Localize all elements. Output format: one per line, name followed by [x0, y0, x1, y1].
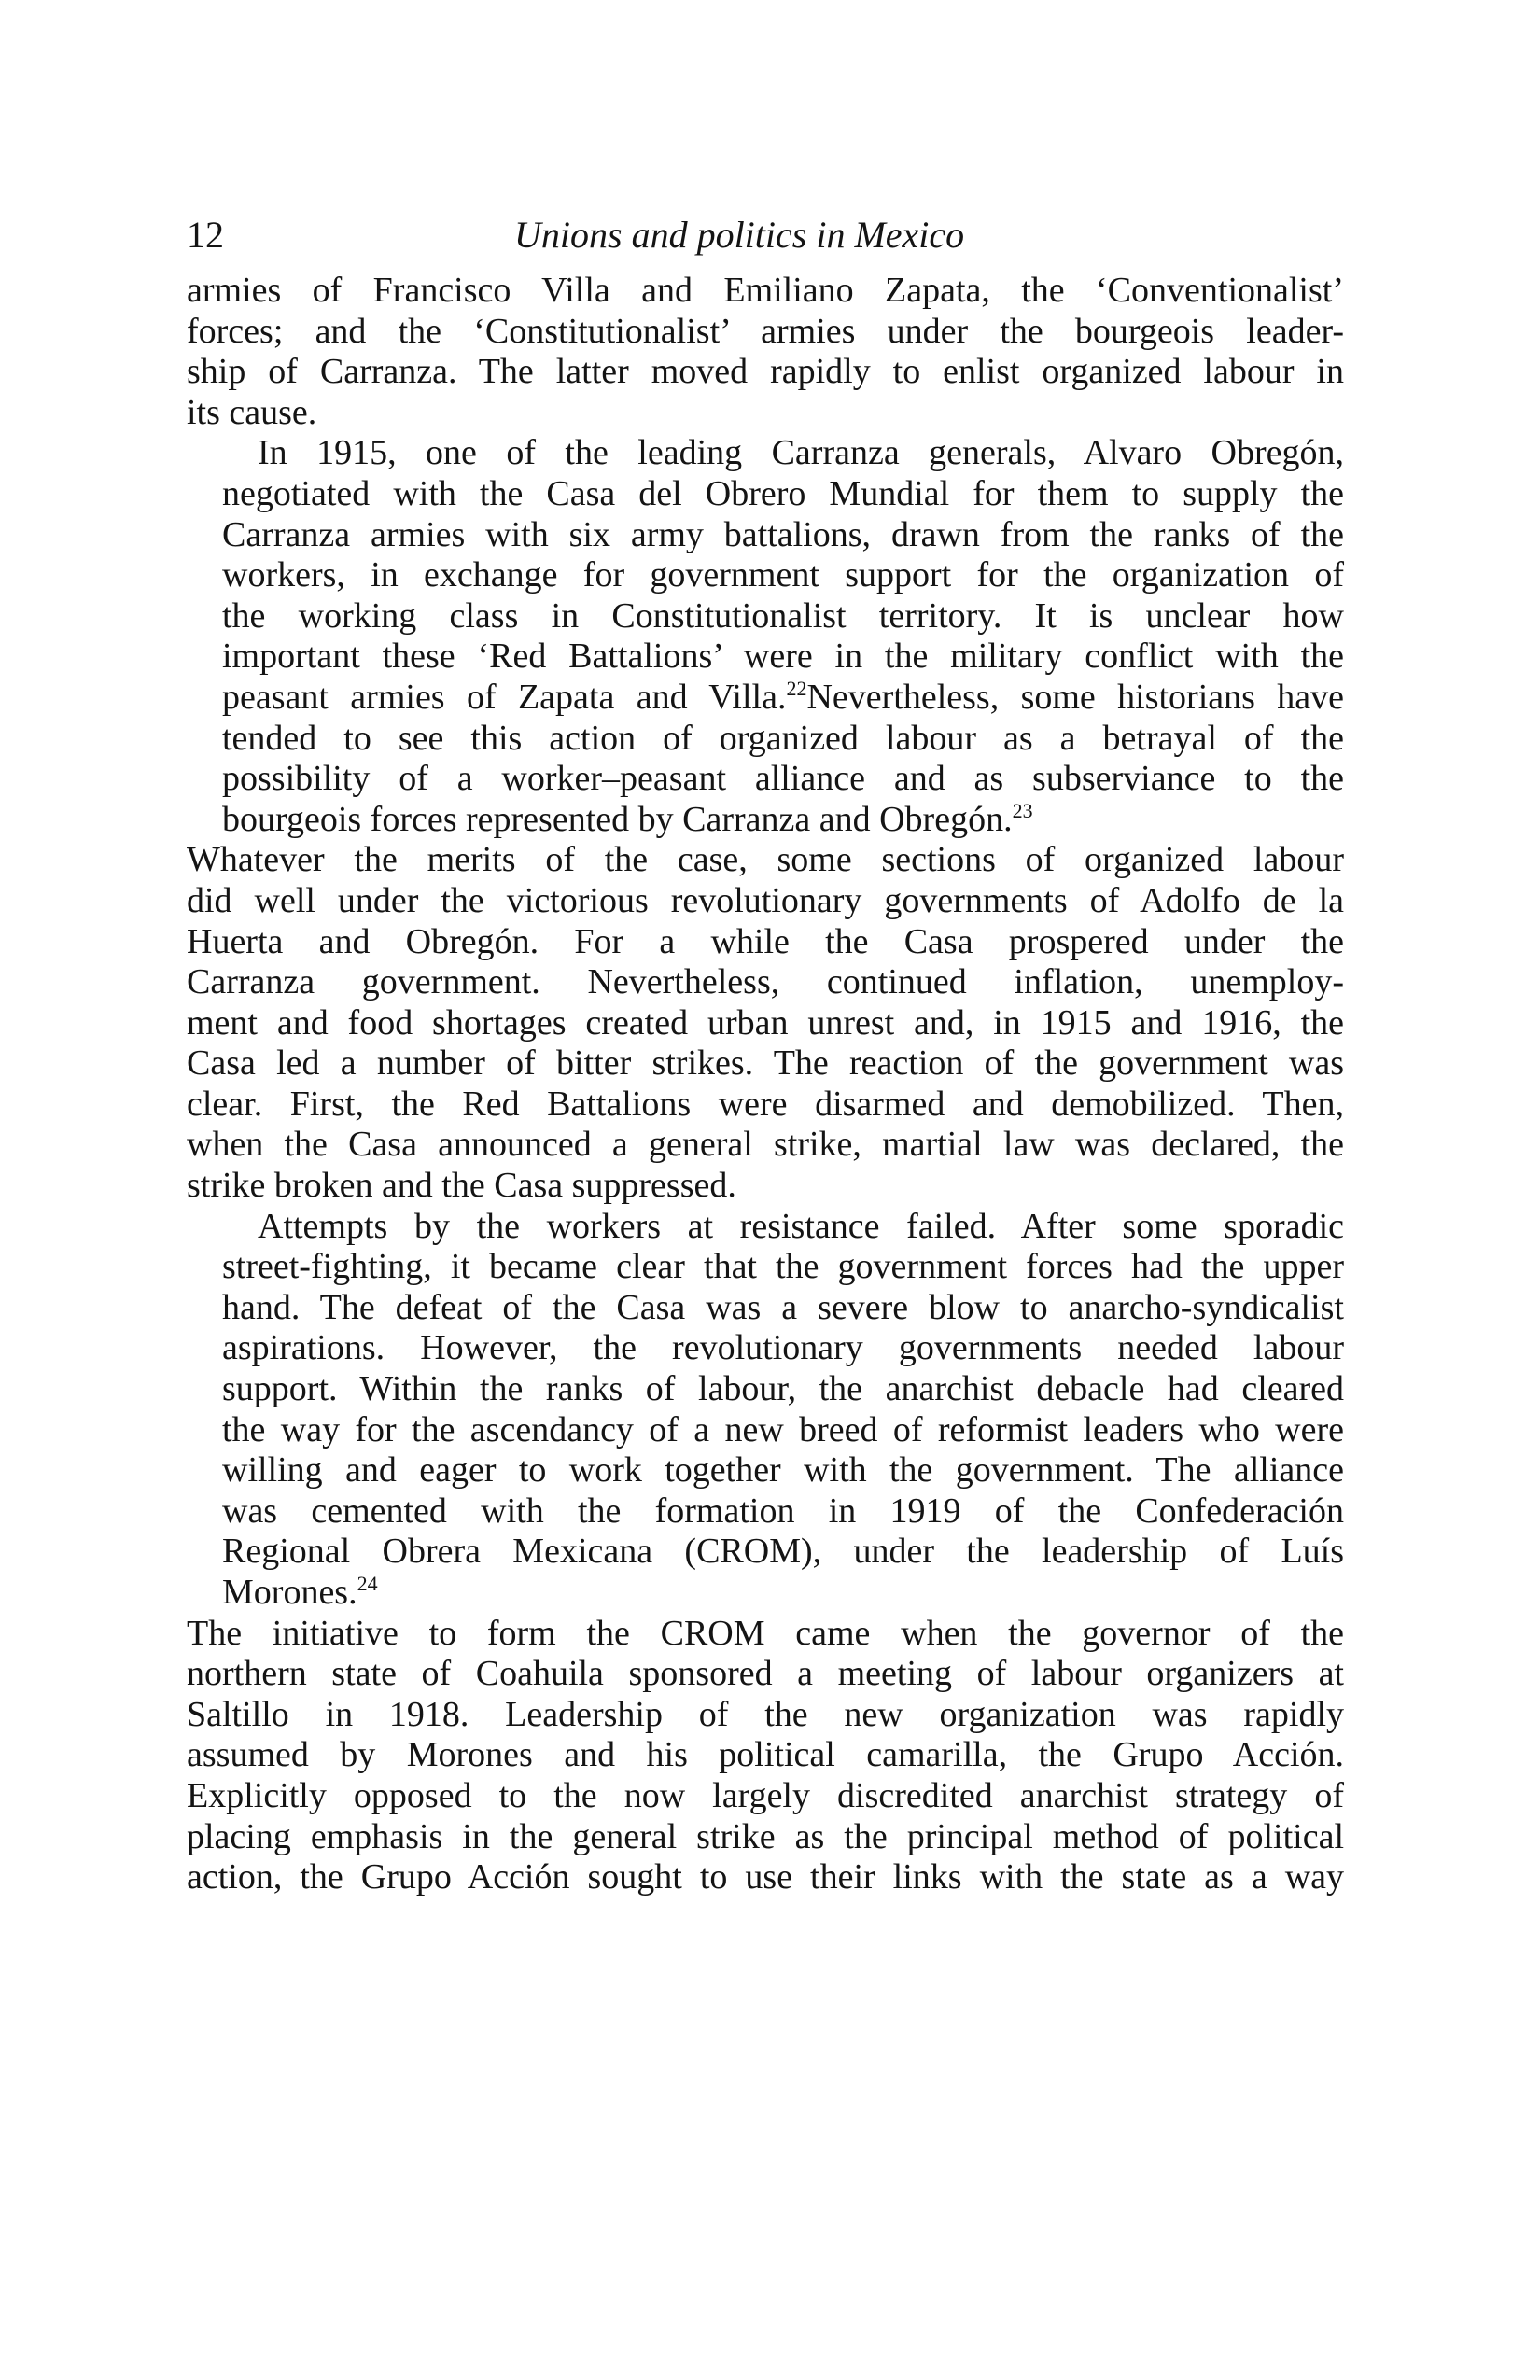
paragraph: [187, 1614, 1344, 1898]
line-text: bourgeois forces represented by Carranza and Obregón.: [222, 799, 1013, 839]
text-line: [187, 719, 1344, 760]
page-number: 12: [187, 214, 224, 256]
line-text: Carranza government. Nevertheless, continued inflation, unemploy-: [187, 962, 1344, 1002]
text-line: [187, 1450, 1344, 1491]
text-line: [187, 1491, 1344, 1533]
line-text: Nevertheless, some historians have: [806, 677, 1345, 717]
line-text: street-fighting, it became clear that the government forces had the upper: [222, 1247, 1344, 1287]
line-text: negotiated with the Casa del Obrero Mundial for them to supply the: [222, 473, 1344, 513]
line-text: forces; and the ‘Constitutionalist’ armies under the bourgeois leader-: [187, 311, 1344, 351]
footnote-marker: 22: [786, 676, 807, 700]
line-text: did well under the victorious revolutionary governments of Adolfo de la: [187, 880, 1344, 920]
text-line: [187, 1817, 1344, 1858]
line-text: Whatever the merits of the case, some sections of organized labour: [187, 840, 1344, 880]
text-line: [187, 881, 1344, 922]
line-text: placing emphasis in the general strike as the principal method of political: [187, 1816, 1344, 1856]
text-line: [187, 555, 1344, 596]
line-text: Saltillo in 1918. Leadership of the new organization was rapidly: [187, 1694, 1344, 1734]
line-text: Huerta and Obregón. For a while the Casa prospered under the: [187, 921, 1344, 961]
text-line: [187, 922, 1344, 963]
text-line: [187, 840, 1344, 881]
line-text: the working class in Constitutionalist territory. It is unclear how: [222, 595, 1344, 636]
text-line: [187, 393, 1344, 434]
text-line: [187, 759, 1344, 800]
line-text: northern state of Coahuila sponsored a meeting of labour organizers at: [187, 1654, 1344, 1694]
text-line: [187, 1043, 1344, 1085]
text-line: [187, 1654, 1344, 1695]
footnote-marker: 24: [357, 1572, 378, 1595]
line-text: aspirations. However, the revolutionary governments needed labour: [222, 1328, 1344, 1368]
text-line: [187, 1614, 1344, 1655]
paragraph: [187, 271, 1344, 433]
line-text: the way for the ascendancy of a new breed of reformist leaders who were: [222, 1409, 1344, 1449]
line-text: important these ‘Red Battalions’ were in the military conflict with the: [222, 637, 1344, 677]
text-line: [187, 1085, 1344, 1126]
text-line: [187, 596, 1344, 637]
text-line: [187, 1247, 1344, 1288]
text-line: [187, 800, 1344, 841]
text-line: [187, 962, 1344, 1003]
line-text: Carranza armies with six army battalions, drawn from the ranks of the: [222, 514, 1344, 554]
text-line: [187, 271, 1344, 312]
text-line: [187, 1573, 1344, 1614]
text-line: [187, 515, 1344, 556]
line-text: action, the Grupo Acción sought to use their links with the state as a way: [187, 1857, 1344, 1897]
text-line: [187, 1776, 1344, 1817]
text-line: [187, 1166, 1344, 1207]
line-text: Regional Obrera Mexicana (CROM), under the leadership of Luís: [222, 1532, 1344, 1572]
text-line: [187, 1369, 1344, 1410]
text-line: [187, 352, 1344, 393]
line-text: hand. The defeat of the Casa was a severe blow to anarcho-syndicalist: [222, 1287, 1344, 1327]
text-line: [187, 433, 1344, 474]
paragraph: [187, 840, 1344, 1206]
text-line: [187, 1207, 1344, 1248]
line-text: ship of Carranza. The latter moved rapidly to enlist organized labour in: [187, 352, 1344, 392]
line-text: clear. First, the Red Battalions were disarmed and demobilized. Then,: [187, 1084, 1344, 1124]
text-line: [187, 1410, 1344, 1451]
text-line: [187, 637, 1344, 678]
text-line: [187, 1328, 1344, 1369]
line-text: workers, in exchange for government support for the organization of: [222, 555, 1344, 595]
running-title: Unions and politics in Mexico: [514, 214, 965, 256]
line-text: The initiative to form the CROM came when the governor of the: [187, 1613, 1344, 1653]
text-line: [187, 312, 1344, 353]
paragraph: [187, 433, 1344, 840]
line-text: tended to see this action of organized labour as a betrayal of the: [222, 718, 1344, 758]
footnote-marker: 23: [1012, 798, 1033, 822]
text-line: [187, 678, 1344, 719]
line-text: Casa led a number of bitter strikes. The reaction of the government was: [187, 1043, 1344, 1084]
text-line: [187, 474, 1344, 515]
line-text: willing and eager to work together with the government. The alliance: [222, 1450, 1344, 1491]
text-line: [187, 1695, 1344, 1736]
text-line: [187, 1288, 1344, 1329]
text-line: [187, 1532, 1344, 1573]
line-text: its cause.: [187, 392, 317, 432]
body-text: [187, 271, 1344, 1898]
line-text: was cemented with the formation in 1919 of the Confederación: [222, 1491, 1344, 1531]
line-text: possibility of a worker–peasant alliance and as subserviance to the: [222, 759, 1344, 799]
line-text: strike broken and the Casa suppressed.: [187, 1166, 736, 1206]
line-text: assumed by Morones and his political camarilla, the Grupo Acción.: [187, 1735, 1344, 1775]
paragraph: [187, 1207, 1344, 1614]
line-text: peasant armies of Zapata and Villa.: [222, 677, 787, 717]
text-line: [187, 1003, 1344, 1044]
text-line: [187, 1735, 1344, 1776]
line-text: ment and food shortages created urban unrest and, in 1915 and 1916, the: [187, 1002, 1344, 1043]
line-text: Attempts by the workers at resistance failed. After some sporadic: [258, 1206, 1344, 1246]
line-text: Explicitly opposed to the now largely discredited anarchist strategy of: [187, 1775, 1344, 1815]
text-line: [187, 1857, 1344, 1898]
line-text: armies of Francisco Villa and Emiliano Zapata, the ‘Conventionalist’: [187, 271, 1344, 310]
text-line: [187, 1125, 1344, 1166]
running-head: [187, 207, 1344, 263]
line-text: support. Within the ranks of labour, the anarchist debacle had cleared: [222, 1369, 1344, 1409]
line-text: Morones.: [222, 1573, 357, 1612]
line-text: In 1915, one of the leading Carranza generals, Alvaro Obregón,: [258, 433, 1344, 473]
line-text: when the Casa announced a general strike, martial law was declared, the: [187, 1125, 1344, 1165]
